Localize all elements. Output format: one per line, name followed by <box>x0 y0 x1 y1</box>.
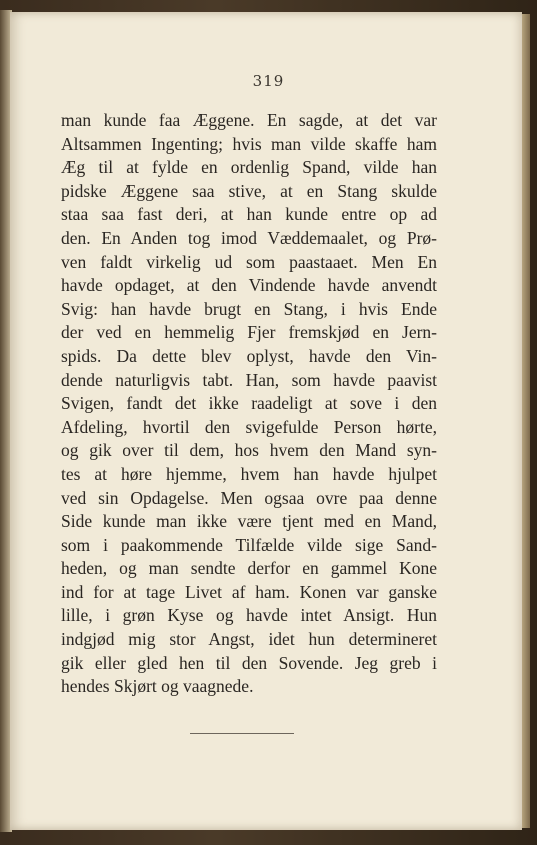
section-divider <box>190 733 294 734</box>
text-line: spids. Da dette blev oplyst, havde den Vin- <box>61 345 437 366</box>
text-line: som i paakommende Tilfælde vilde sige Sand- <box>61 534 437 555</box>
text-line: staa saa fast deri, at han kunde entre op ad <box>61 204 437 225</box>
text-line: pidske Æggene saa stive, at en Stang skulde <box>61 180 437 201</box>
text-line: ved sin Opdagelse. Men ogsaa ovre paa denne <box>61 487 437 508</box>
text-line: Svigen, fandt det ikke raadeligt at sove i den <box>61 393 437 414</box>
text-line: ven faldt virkelig ud som paastaaet. Men En <box>61 251 437 272</box>
text-line: indgjød mig stor Angst, idet hun determineret <box>61 629 437 650</box>
text-line: Side kunde man ikke være tjent med en Mand, <box>61 511 437 532</box>
body-text <box>61 109 437 699</box>
text-line: der ved en hemmelig Fjer fremskjød en Jern- <box>61 322 437 343</box>
text-line: lille, i grøn Kyse og havde intet Ansigt. Hun <box>61 605 437 626</box>
text-line: havde opdaget, at den Vindende havde anvendt <box>61 275 437 296</box>
text-line: Altsammen Ingenting; hvis man vilde skaffe ham <box>61 133 437 154</box>
text-line: ind for at tage Livet af ham. Konen var ganske <box>61 581 437 602</box>
text-line: Afdeling, hvortil den svigefulde Person hørte, <box>61 416 437 437</box>
text-line: man kunde faa Æggene. En sagde, at det var <box>61 110 437 130</box>
text-line: Æg til at fylde en ordenlig Spand, vilde han <box>61 157 437 178</box>
text-line: tes at høre hjemme, hvem han havde hjulpet <box>61 463 437 484</box>
text-line: heden, og man sendte derfor en gammel Kone <box>61 558 437 579</box>
text-line: den. En Anden tog imod Væddemaalet, og Prø- <box>61 227 437 248</box>
text-line: hendes Skjørt og vaagnede. <box>61 676 254 697</box>
page-number: 319 <box>252 72 285 90</box>
text-line: dende naturligvis tabt. Han, som havde paavist <box>61 369 437 390</box>
text-line: gik eller gled hen til den Sovende. Jeg greb i <box>61 652 437 673</box>
page-edge <box>522 14 530 828</box>
text-line: Svig: han havde brugt en Stang, i hvis Ende <box>61 298 437 319</box>
text-line: og gik over til dem, hos hvem den Mand syn- <box>61 440 437 461</box>
